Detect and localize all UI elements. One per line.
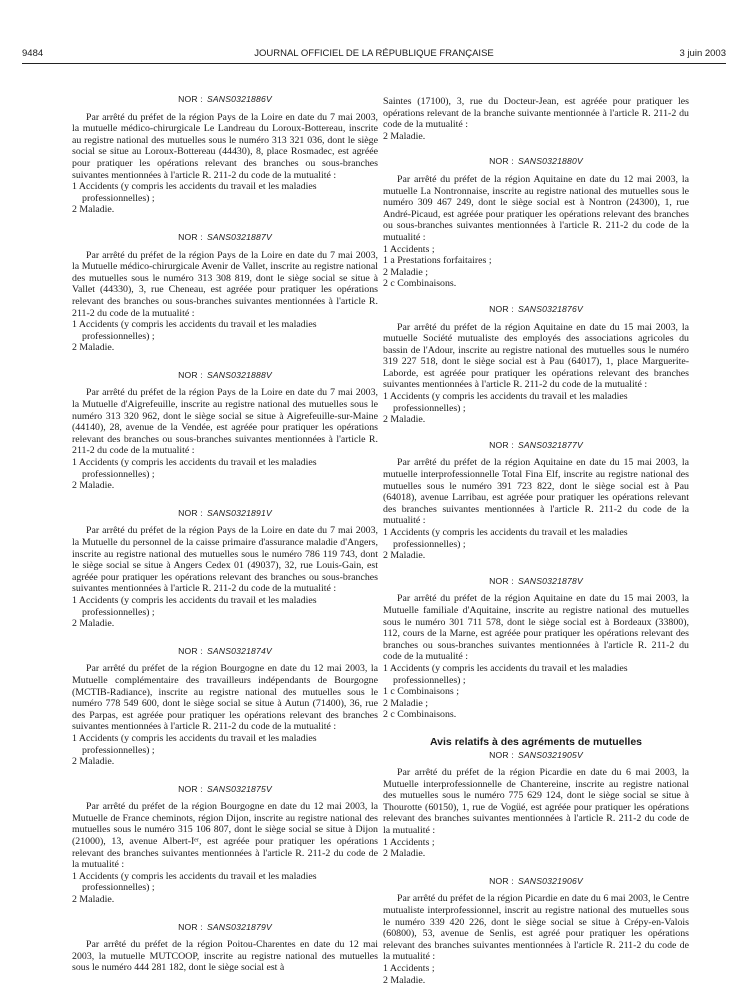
nor-reference	[383, 876, 689, 888]
notice	[383, 156, 689, 290]
nor-reference	[72, 508, 378, 520]
nor-reference	[383, 156, 689, 168]
nor-label: NOR :	[489, 875, 514, 886]
branch-list	[72, 319, 378, 354]
notice-text: Par arrêté du préfet de la région Bourgogne en date du 12 mai 2003, la Mutuelle complémentaire des travailleurs indépendants de Bourgogne (MCTIB-Radiance), inscrite au registre national des mutuelles sous le numéro 778 549 600, dont le siège social se situe à Autun (71400), 36, rue des Parpas, est agréée pour pratiquer les opérations relevant des branches suivantes mentionnées à l'article R. 211-2 du code de la mutualité :	[72, 663, 378, 733]
nor-label: NOR :	[489, 575, 514, 586]
page-number: 9484	[22, 48, 44, 59]
nor-code: SANS0321891V	[206, 507, 272, 518]
nor-code: SANS0321888V	[206, 369, 272, 380]
continued-notice	[383, 96, 689, 142]
branch-item: 2 c Combinaisons.	[383, 278, 457, 290]
branch-item: 2 Maladie.	[72, 204, 115, 216]
nor-label: NOR :	[489, 439, 514, 450]
nor-code: SANS0321905V	[517, 749, 583, 760]
branch-item: 2 Maladie.	[383, 974, 426, 986]
notice-text: Par arrêté du préfet de la région Aquitaine en date du 15 mai 2003, la mutuelle Société mutualiste des employés des associations agricoles du bassin de l'Adour, inscrite au registre national des mutuelles sous le numéro 319 227 518, dont le siège social est à Pau (64017), 1, place Marguerite-Laborde, est agréée pour pratiquer les opérations relevant des branches suivantes mentionnées à l'article R. 211-2 du code de la mutualité :	[383, 321, 689, 391]
nor-reference	[72, 646, 378, 658]
branch-list	[383, 663, 689, 721]
nor-reference	[72, 370, 378, 382]
issue-date: 3 juin 2003	[679, 48, 726, 59]
nor-label: NOR :	[489, 303, 514, 314]
branch-item: 1 Accidents (y compris les accidents du travail et les maladies professionnelles) ;	[72, 594, 317, 618]
notice	[383, 576, 689, 721]
notice-text: Par arrêté du préfet de la région Pays de la Loire en date du 7 mai 2003, la mutuelle médico-chirurgicale Le Landreau du Loroux-Bottereau, inscrite au registre national des mutuelles sous le numéro 313 321 036, dont le siège social se situe au Loroux-Bottereau (44430), 8, place Rosmadec, est agréée pour pratiquer les opérations relevant des branches ou sous-branches suivantes mentionnées à l'article R. 211-2 du code de la mutualité :	[72, 111, 378, 181]
branch-list	[72, 871, 378, 906]
notice	[72, 508, 378, 630]
notice-text: Par arrêté du préfet de la région Picardie en date du 6 mai 2003, la Mutuelle interprofessionnelle de Chantereine, inscrite au registre national des mutuelles sous le numéro 775 629 124, dont le siège social se situe à Thourotte (60150), 1, rue de Vogüé, est agréée pour pratiquer les opérations relevant des branches suivantes mentionnées à l'article R. 211-2 du code de la mutualité :	[383, 767, 689, 837]
nor-label: NOR :	[489, 156, 514, 167]
branch-item: 1 Accidents (y compris les accidents du travail et les maladies professionnelles) ;	[72, 732, 317, 756]
branch-list	[383, 391, 689, 426]
branch-item: 1 Accidents (y compris les accidents du travail et les maladies professionnelles) ;	[383, 662, 628, 686]
notice	[383, 440, 689, 562]
branch-item: 1 a Prestations forfaitaires ;	[383, 255, 492, 267]
nor-reference	[383, 750, 689, 762]
branch-item: 2 Maladie.	[383, 414, 426, 426]
page-header	[22, 48, 726, 62]
branch-item: 1 Accidents (y compris les accidents du travail et les maladies professionnelles) ;	[72, 181, 317, 204]
nor-code: SANS0321906V	[517, 875, 583, 886]
nor-code: SANS0321874V	[206, 645, 272, 656]
nor-reference	[72, 784, 378, 796]
notice	[72, 232, 378, 354]
branch-item: 2 c Combinaisons.	[383, 709, 457, 721]
branch-item: 1 Accidents ;	[383, 243, 435, 255]
nor-reference	[383, 576, 689, 588]
journal-title: JOURNAL OFFICIEL DE LA RÉPUBLIQUE FRANÇAISE	[254, 48, 494, 59]
right-column	[383, 96, 689, 986]
notice	[383, 876, 689, 986]
branch-item: 1 Accidents (y compris les accidents du travail et les maladies professionnelles) ;	[72, 870, 317, 894]
branch-item: 1 Accidents (y compris les accidents du travail et les maladies professionnelles) ;	[383, 527, 628, 550]
branch-item: 2 Maladie.	[383, 848, 426, 860]
nor-code: SANS0321887V	[206, 231, 272, 242]
nor-label: NOR :	[178, 94, 203, 104]
notice-text: Par arrêté du préfet de la région Bourgogne en date du 12 mai 2003, la Mutuelle de France cheminots, région Dijon, inscrite au registre national des mutuelles sous le numéro 315 106 807, dont le siège social se situe à Dijon (21000), 13, avenue Albert-Iᵉʳ, est agréée pour pratiquer les opérations relevant des branches suivantes mentionnées à l'article R. 211-2 du code de la mutualité :	[72, 801, 378, 871]
branch-item: 2 Maladie.	[72, 756, 115, 768]
nor-reference	[72, 232, 378, 244]
nor-reference	[383, 304, 689, 316]
notice	[72, 370, 378, 492]
notice-text: Par arrêté du préfet de la région Aquitaine en date du 15 mai 2003, la mutuelle interprofessionnelle Total Fina Elf, inscrite au registre national des mutuelles sous le numéro 391 723 822, dont le siège social est à Pau (64018), avenue Larribau, est agréée pour pratiquer les opérations relevant des branches suivantes mentionnées à l'article R. 211-2 du code de la mutualité :	[383, 457, 689, 527]
notice	[72, 94, 378, 216]
nor-label: NOR :	[489, 749, 514, 760]
notice-text: Par arrêté du préfet de la région Aquitaine en date du 12 mai 2003, la mutuelle La Nontronnaise, inscrite au registre national des mutuelles sous le numéro 309 467 249, dont le siège social est à Nontron (24300), 1, rue André-Picaud, est agréée pour pratiquer les opérations relevant des branches ou sous-branches suivantes mentionnées à l'article R. 211-2 du code de la mutualité :	[383, 173, 689, 243]
header-rule	[22, 63, 726, 64]
nor-code: SANS0321886V	[206, 94, 272, 104]
branch-item: 1 Accidents (y compris les accidents du travail et les maladies professionnelles) ;	[383, 391, 628, 414]
notice-text: Par arrêté du préfet de la région Pays de la Loire en date du 7 mai 2003, la Mutuelle du personnel de la caisse primaire d'assurance maladie d'Angers, inscrite au registre national des mutuelles sous le numéro 786 119 743, dont le siège social se situe à Angers Cedex 01 (49037), 32, rue Louis-Gain, est agréée pour pratiquer les opérations relevant des branches ou sous-branches suivantes mentionnées à l'article R. 211-2 du code de la mutualité :	[72, 525, 378, 595]
nor-label: NOR :	[178, 921, 203, 932]
branch-list	[383, 131, 689, 143]
nor-reference	[72, 922, 378, 934]
branch-list	[383, 837, 689, 860]
branch-list	[72, 595, 378, 630]
notice-text: Par arrêté du préfet de la région Aquitaine en date du 15 mai 2003, la Mutuelle familiale d'Aquitaine, inscrite au registre national des mutuelles sous le numéro 301 711 578, dont le siège social est à Bordeaux (33800), 112, cours de la Marne, est agréée pour pratiquer les opérations relevant des branches ou sous-branches suivantes mentionnées à l'article R. 211-2 du code de la mutualité :	[383, 593, 689, 663]
nor-code: SANS0321875V	[206, 783, 272, 794]
branch-item: 1 Accidents (y compris les accidents du travail et les maladies professionnelles) ;	[72, 319, 317, 342]
notice	[383, 750, 689, 860]
nor-code: SANS0321878V	[517, 575, 583, 586]
notice-text: Par arrêté du préfet de la région Picardie en date du 6 mai 2003, le Centre mutualiste interprofessionnel, inscrit au registre national des mutuelles sous le numéro 339 420 226, dont le siège social se situe à Crépy-en-Valois (60800), 53, avenue de Senlis, est agréé pour pratiquer les opérations relevant des branches suivantes mentionnées à l'article R. 211-2 du code de la mutualité :	[383, 893, 689, 963]
branch-list	[72, 457, 378, 492]
branch-item: 2 Maladie ;	[383, 266, 428, 278]
branch-item: 1 Accidents ;	[383, 836, 435, 848]
nor-code: SANS0321877V	[517, 439, 583, 450]
branch-list	[383, 527, 689, 562]
nor-reference	[72, 94, 378, 106]
branch-list	[383, 244, 689, 290]
branch-item: 2 Maladie.	[383, 130, 426, 142]
branch-item: 2 Maladie.	[72, 894, 115, 906]
nor-label: NOR :	[178, 369, 203, 380]
notice-text: Par arrêté du préfet de la région Pays de la Loire en date du 7 mai 2003, la Mutuelle médico-chirurgicale Avenir de Vallet, inscrite au registre national des mutuelles sous le numéro 313 308 819, dont le siège social se situe à Vallet (44330), 3, rue Cheneau, est agréée pour pratiquer les opérations relevant des branches ou sous-branches suivantes mentionnées à l'article R. 211-2 du code de la mutualité :	[72, 249, 378, 319]
notice	[72, 784, 378, 906]
notice-text: Par arrêté du préfet de la région Poitou-Charentes en date du 12 mai 2003, la mutuelle MUTCOOP, inscrite au registre national des mutuelles sous le numéro 444 281 182, dont le siège social est à	[72, 939, 378, 974]
left-column	[72, 94, 378, 974]
notice-text-continued: Saintes (17100), 3, rue du Docteur-Jean, est agréée pour pratiquer les opérations relevant de la branche suivante mentionnée à l'article R. 211-2 du code de la mutualité :	[383, 96, 689, 131]
nor-label: NOR :	[178, 231, 203, 242]
branch-item: 2 Maladie.	[72, 618, 115, 630]
branch-list	[72, 733, 378, 768]
nor-label: NOR :	[178, 783, 203, 794]
nor-reference	[383, 440, 689, 452]
branch-item: 1 c Combinaisons ;	[383, 686, 459, 698]
branch-item: 2 Maladie ;	[383, 697, 428, 709]
notice	[383, 304, 689, 426]
nor-code: SANS0321880V	[517, 156, 583, 167]
branch-item: 1 Accidents (y compris les accidents du travail et les maladies professionnelles) ;	[72, 457, 317, 480]
nor-label: NOR :	[178, 645, 203, 656]
notice-text: Par arrêté du préfet de la région Pays de la Loire en date du 7 mai 2003, la Mutuelle d'Aigrefeuille, inscrite au registre national des mutuelles sous le numéro 313 320 962, dont le siège social se situe à Aigrefeuille-sur-Maine (44140), 28, avenue de la Vendée, est agréée pour pratiquer les opérations relevant des branches ou sous-branches suivantes mentionnées à l'article R. 211-2 du code de la mutualité :	[72, 387, 378, 457]
nor-code: SANS0321879V	[206, 921, 272, 932]
branch-item: 2 Maladie.	[383, 550, 426, 562]
nor-code: SANS0321876V	[517, 303, 583, 314]
notice	[72, 922, 378, 974]
branch-item: 2 Maladie.	[72, 480, 115, 492]
branch-item: 2 Maladie.	[72, 342, 115, 354]
section-title: Avis relatifs à des agréments de mutuelles	[429, 735, 643, 748]
branch-list	[72, 181, 378, 216]
nor-label: NOR :	[178, 507, 203, 518]
notice	[72, 646, 378, 768]
branch-list	[383, 963, 689, 986]
branch-item: 1 Accidents ;	[383, 963, 435, 974]
